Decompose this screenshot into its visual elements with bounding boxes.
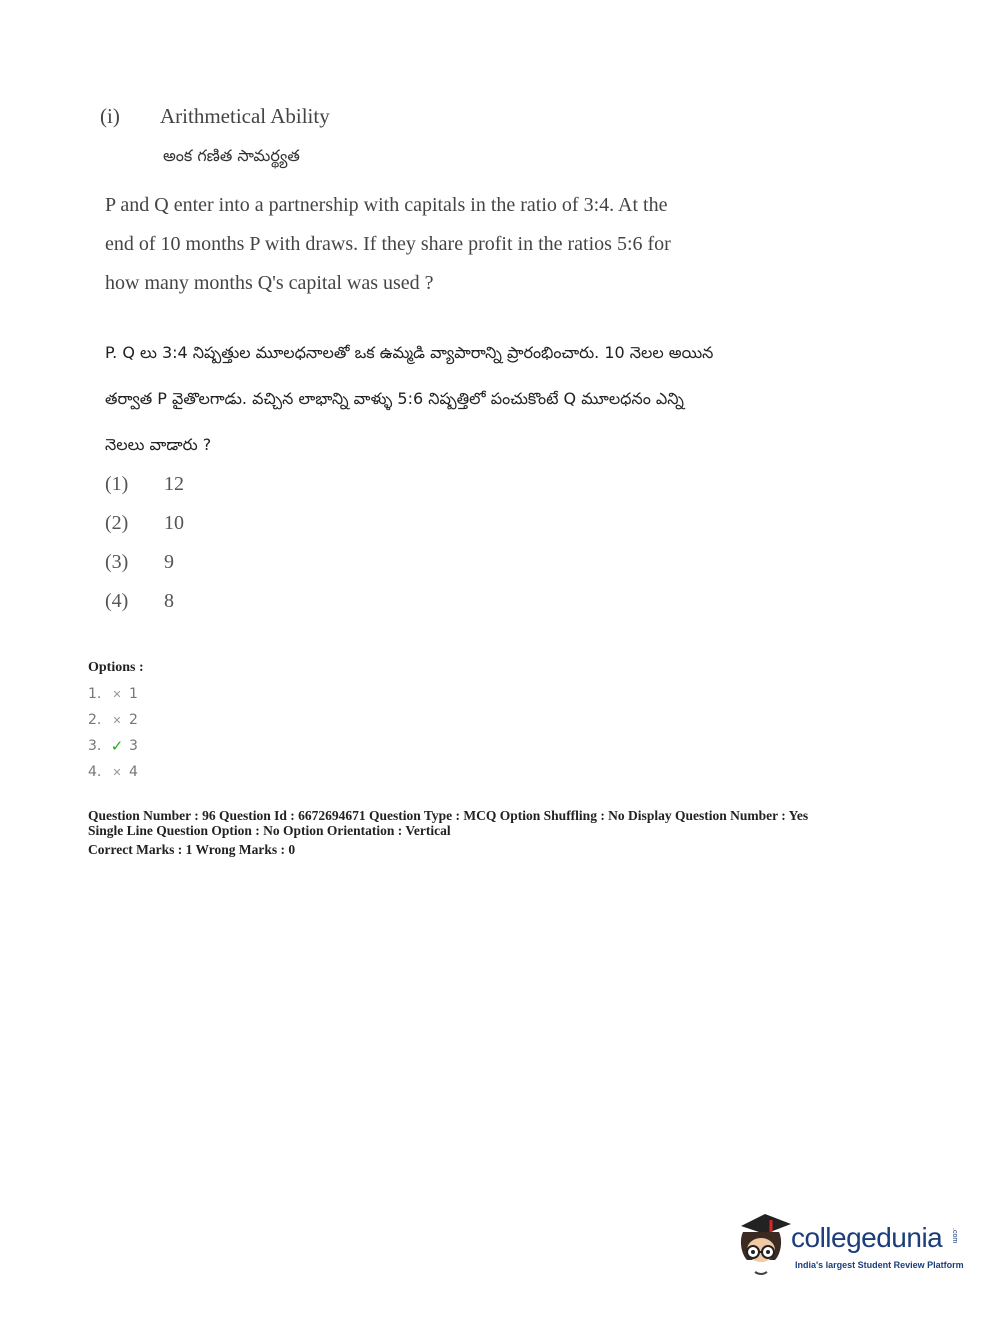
- answer-index: 1.: [88, 686, 102, 702]
- metadata-line: Question Number : 96 Question Id : 6672694671 Question Type : MCQ Option Shuffling : No Display Question Number : Yes: [88, 808, 809, 823]
- answer-index: 2.: [88, 712, 102, 728]
- answer-value: 1: [129, 686, 138, 702]
- answer-value: 2: [129, 712, 138, 728]
- checkmark-icon: ✓: [110, 737, 124, 755]
- choice-value: 12: [164, 473, 184, 495]
- choice-item: [105, 504, 184, 543]
- logo-suffix: .com: [951, 1228, 958, 1244]
- answer-option-list: [88, 681, 138, 785]
- answer-value: 3: [129, 738, 138, 754]
- cross-icon: ✕: [112, 713, 122, 727]
- question-line: P and Q enter into a partnership with capitals in the ratio of 3:4. At the: [105, 194, 668, 216]
- choice-value: 9: [164, 551, 174, 573]
- metadata-line: Correct Marks : 1 Wrong Marks : 0: [88, 842, 296, 857]
- answer-option: [88, 759, 138, 785]
- question-line: end of 10 months P with draws. If they share profit in the ratios 5:6 for: [105, 233, 671, 255]
- choice-item: [105, 543, 184, 582]
- question-text-english: [105, 186, 765, 303]
- mascot-icon: [735, 1210, 793, 1280]
- choice-number: (1): [105, 473, 129, 495]
- answer-index: 4.: [88, 764, 102, 780]
- answer-option: [88, 707, 138, 733]
- question-line-telugu: P. Q లు 3:4 నిష్పత్తుల మూలధనాలతో ఒక ఉమ్మడి వ్యాపారాన్ని ప్రారంభించారు. 10 నెలల అయిన: [105, 343, 714, 362]
- cross-icon: ✕: [112, 765, 122, 779]
- choice-number: (3): [105, 551, 129, 573]
- choice-number: (4): [105, 590, 129, 612]
- question-metadata: [88, 808, 808, 857]
- choice-list: [105, 465, 184, 621]
- question-line-telugu: తర్వాత P వైతొలగాడు. వచ్చిన లాభాన్ని వాళ్ళు 5:6 నిష్పత్తిలో పంచుకొంటే Q మూలధనం ఎన్ని: [105, 389, 684, 408]
- question-line-telugu: నెలలు వాడారు ?: [105, 435, 212, 454]
- options-label: Options :: [88, 660, 144, 675]
- choice-item: [105, 465, 184, 504]
- answer-option: [88, 681, 138, 707]
- choice-number: (2): [105, 512, 129, 534]
- choice-value: 10: [164, 512, 184, 534]
- choice-value: 8: [164, 590, 174, 612]
- section-number: (i): [100, 104, 120, 128]
- answer-option: [88, 733, 138, 759]
- question-text-telugu: [105, 330, 805, 468]
- collegedunia-logo: [735, 1210, 965, 1280]
- question-line: how many months Q's capital was used ?: [105, 272, 434, 294]
- metadata-line: Single Line Question Option : No Option Orientation : Vertical: [88, 823, 451, 838]
- answer-index: 3.: [88, 738, 102, 754]
- section-title-telugu: అంక గణిత సామర్థ్యత: [163, 146, 300, 165]
- logo-wordmark: collegedunia: [791, 1222, 943, 1253]
- cross-icon: ✕: [112, 687, 122, 701]
- section-title: Arithmetical Ability: [160, 104, 330, 128]
- choice-item: [105, 582, 184, 621]
- logo-tagline: India's largest Student Review Platform: [795, 1260, 964, 1270]
- answer-value: 4: [129, 764, 138, 780]
